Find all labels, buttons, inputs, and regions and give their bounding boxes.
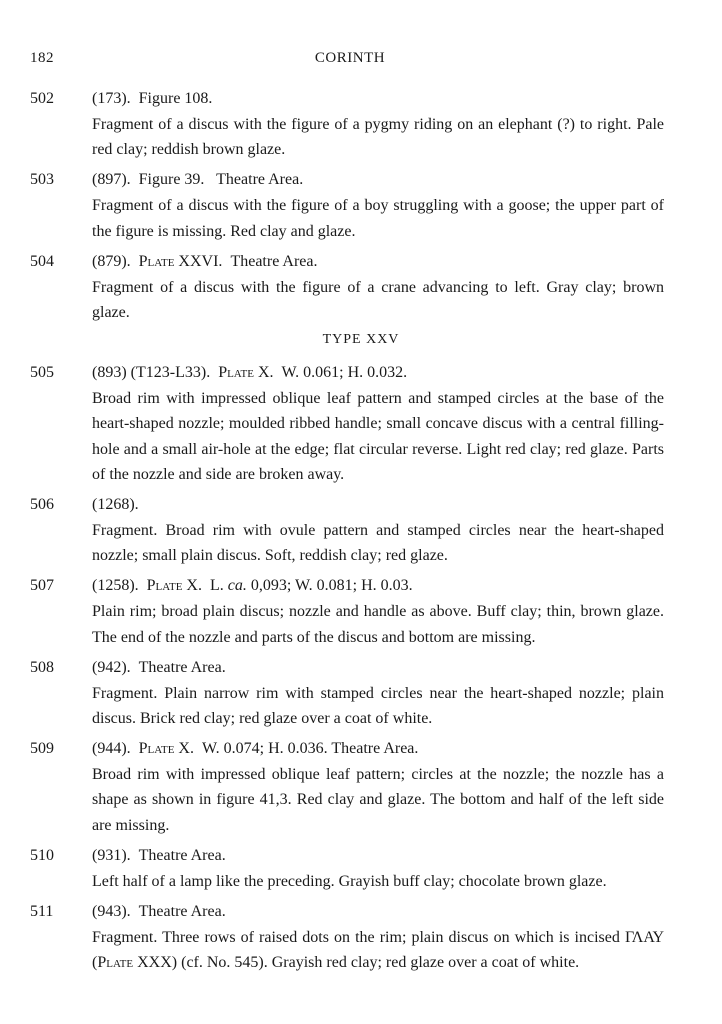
entry-number: 504 — [30, 252, 54, 270]
entry-details: Figure 108. — [138, 90, 213, 107]
entry-ref: (879). — [92, 252, 131, 270]
entry-ref: (893) (T123-L33). — [92, 364, 211, 382]
entry-ref: (944). — [92, 740, 131, 758]
entry-number: 502 — [30, 90, 54, 107]
entry-ref: (943). — [92, 903, 131, 921]
catalogue-entry — [0, 736, 722, 838]
entry-details: 0,093; W. 0.081; H. 0.03. — [250, 577, 413, 595]
catalogue-entry — [0, 655, 722, 731]
page-number: 182 — [30, 50, 54, 66]
plate-reference: Plate X. — [146, 577, 202, 595]
entry-details-prefix: L. — [210, 577, 224, 595]
entry-ref: (897). — [92, 171, 131, 189]
plate-reference: Plate X. — [138, 740, 194, 758]
catalogue-entry — [0, 360, 722, 487]
entry-heading — [0, 573, 722, 599]
plate-reference: Plate XXX — [97, 954, 172, 972]
entry-number: 503 — [30, 171, 54, 189]
catalogue-entry — [0, 249, 722, 325]
entry-number: 510 — [30, 846, 54, 864]
entry-heading — [0, 492, 722, 518]
plate-reference: Plate XXVI. — [138, 252, 223, 270]
entry-details: W. 0.074; H. 0.036. Theatre Area. — [202, 740, 419, 758]
entry-heading — [0, 736, 722, 762]
catalogue-entry — [0, 843, 722, 894]
entry-ref: (931). — [92, 846, 131, 864]
entry-ref: (942). — [92, 658, 131, 676]
entry-number: 506 — [30, 496, 54, 514]
catalogue-entries — [0, 86, 722, 980]
section-heading: TYPE XXV — [322, 332, 400, 348]
entry-description: Fragment of a discus with the figure of a crane advancing to left. Gray clay; brown glaze. — [92, 278, 664, 322]
running-title: CORINTH — [314, 50, 386, 66]
entry-ref: (1258). — [92, 577, 139, 595]
entry-ref: (173). — [92, 90, 131, 107]
entry-heading — [0, 843, 722, 869]
entry-heading — [0, 655, 722, 681]
entry-description: Fragment. Plain narrow rim with stamped circles near the heart-shaped nozzle; plain discus. Brick red clay; red glaze over a coat of white. — [92, 684, 664, 728]
entry-description-part: Fragment. Three rows of raised dots on the rim; plain discus on which is incised ΓΛΑΥ ( — [92, 929, 664, 972]
entry-heading — [0, 249, 722, 275]
entry-number: 508 — [30, 658, 54, 676]
entry-number: 505 — [30, 364, 54, 382]
entry-description: Fragment of a discus with the figure of a boy struggling with a goose; the upper part of the figure is missing. Red clay and glaze. — [92, 197, 664, 240]
entry-number: 509 — [30, 740, 54, 758]
entry-description: Broad rim with impressed oblique leaf pattern and stamped circles at the base of the heart-shaped nozzle; moulded ribbed handle; small concave discus with a central filling-hole and a small air-hole at the edge; flat circular reverse. Light red clay; red glaze. Parts of the nozzle and side are broken away. — [92, 390, 664, 483]
plate-reference: Plate X. — [218, 364, 274, 382]
entry-description: Fragment. Broad rim with ovule pattern and stamped circles near the heart-shaped nozzle; small plain discus. Soft, reddish clay; red glaze. — [92, 522, 664, 565]
entry-details: Theatre Area. — [138, 903, 226, 921]
catalogue-entry — [0, 899, 722, 975]
entry-description: Left half of a lamp like the preceding. Grayish buff clay; chocolate brown glaze. — [92, 872, 607, 890]
entry-description — [92, 925, 664, 975]
entry-description: Broad rim with impressed oblique leaf pattern; circles at the nozzle; the nozzle has a shape as shown in figure 41,3. Red clay and glaze. The bottom and half of the left side are missing. — [92, 766, 664, 834]
entry-details: Theatre Area. — [230, 252, 318, 270]
entry-description-part: ) (cf. No. 545). Grayish red clay; red glaze over a coat of white. — [171, 954, 580, 972]
catalogue-entry — [0, 492, 722, 568]
page-header — [30, 50, 670, 72]
entry-heading — [0, 167, 722, 193]
entry-details-circa: ca. — [227, 577, 247, 595]
entry-ref: (1268). — [92, 496, 139, 514]
catalogue-entry — [0, 167, 722, 243]
catalogue-entry — [0, 573, 722, 649]
entry-description: Plain rim; broad plain discus; nozzle and handle as above. Buff clay; thin, brown glaze. The end of the nozzle and parts of the discus and bottom are missing. — [92, 603, 664, 646]
entry-details: Theatre Area. — [138, 846, 226, 864]
entry-description: Fragment of a discus with the figure of a pygmy riding on an elephant (?) to right. Pale red clay; reddish brown glaze. — [92, 116, 664, 159]
entry-details: W. 0.061; H. 0.032. — [281, 364, 408, 382]
entry-details: Figure 39. Theatre Area. — [138, 171, 304, 189]
entry-heading — [0, 86, 722, 112]
entry-details: Theatre Area. — [138, 658, 226, 676]
entry-heading — [0, 360, 722, 386]
entry-number: 507 — [30, 577, 54, 595]
entry-number: 511 — [30, 903, 54, 921]
entry-heading — [0, 899, 722, 925]
catalogue-entry — [0, 86, 722, 162]
